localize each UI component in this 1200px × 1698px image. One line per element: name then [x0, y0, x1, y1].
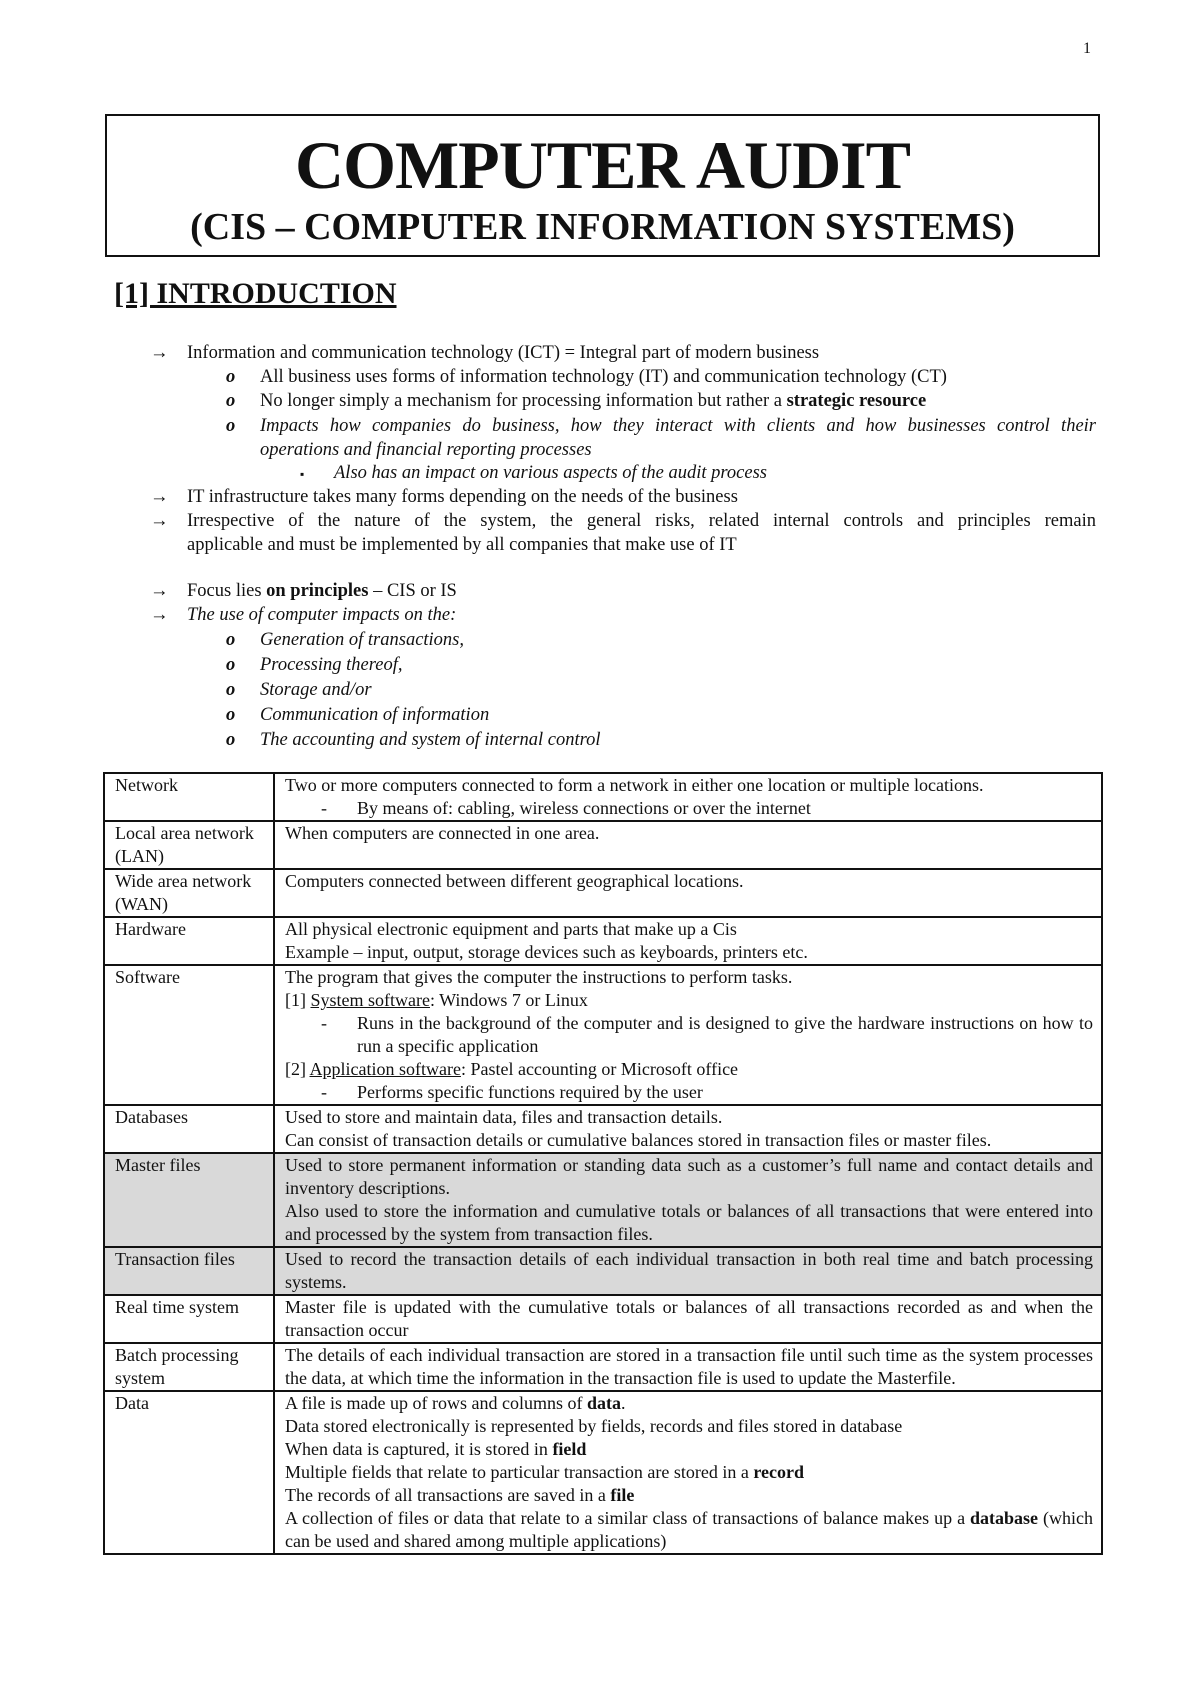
title-box [105, 114, 1100, 257]
term-cell: Network [104, 773, 274, 821]
intro-bullet-irrespective-line1: Irrespective of the nature of the system, the general risks, related internal controls and principles remain [187, 511, 1096, 531]
impact-item: The accounting and system of internal control [260, 730, 601, 750]
definition-line: A file is made up of rows and columns of data. [285, 1393, 626, 1413]
definition-cell [274, 869, 1102, 917]
table-row [104, 821, 1102, 869]
arrow-bullet-icon: → [150, 581, 169, 601]
circle-bullet-icon: o [226, 367, 236, 387]
definition-line: When data is captured, it is stored in field [285, 1439, 587, 1459]
intro-bullet-ict: Information and communication technology (ICT) = Integral part of modern business [187, 343, 820, 363]
intro-bullet-focus-principles: Focus lies on principles – CIS or IS [187, 581, 457, 601]
definition-sub-item: - Performs specific functions required by the user [321, 1082, 703, 1102]
term-cell: Software [104, 965, 274, 1105]
impact-item: Storage and/or [260, 680, 372, 700]
intro-sub-business-it: All business uses forms of information technology (IT) and communication technology (CT) [260, 367, 947, 387]
definition-line: [2] Application software: Pastel accounting or Microsoft office [285, 1059, 739, 1079]
intro-sub-impacts-line2: operations and financial reporting processes [260, 440, 592, 460]
table-row [104, 1391, 1102, 1554]
definition-line: Used to store and maintain data, files and transaction details. [285, 1107, 723, 1127]
definition-cell [274, 1153, 1102, 1247]
definition-line: Two or more computers connected to form a network in either one location or multiple locations. [285, 775, 984, 795]
table-row [104, 965, 1102, 1105]
term-cell: Wide area network (WAN) [104, 869, 274, 917]
definition-line: Multiple fields that relate to particular transaction are stored in a record [285, 1462, 804, 1482]
intro-sub-strategic-resource: No longer simply a mechanism for processing information but rather a strategic resource [260, 391, 927, 411]
arrow-bullet-icon: → [150, 487, 169, 507]
term-cell: Local area network (LAN) [104, 821, 274, 869]
intro-sub-impacts-line1: Impacts how companies do business, how they interact with clients and how businesses control their [260, 416, 1096, 436]
impact-item: Processing thereof, [260, 655, 403, 675]
circle-bullet-icon: o [226, 630, 236, 650]
arrow-bullet-icon: → [150, 343, 169, 363]
definition-cell [274, 1391, 1102, 1554]
definition-line: All physical electronic equipment and parts that make up a Cis [285, 919, 737, 939]
definition-cell [274, 965, 1102, 1105]
term-cell: Data [104, 1391, 274, 1554]
arrow-bullet-icon: → [150, 511, 169, 531]
circle-bullet-icon: o [226, 730, 236, 750]
table-row [104, 917, 1102, 965]
definition-cell [274, 773, 1102, 821]
definition-line: Computers connected between different geographical locations. [285, 871, 744, 891]
term-cell: Batch processing system [104, 1343, 274, 1391]
table-row [104, 869, 1102, 917]
definition-line: Used to record the transaction details of each individual transaction in both real time and batch processing systems. [285, 1249, 1093, 1292]
definition-line: The records of all transactions are saved in a file [285, 1485, 635, 1505]
definition-cell [274, 821, 1102, 869]
definition-cell [274, 1295, 1102, 1343]
dash-bullet-icon: - [321, 1082, 327, 1102]
impact-item: Generation of transactions, [260, 630, 465, 650]
section-heading-introduction: [1] INTRODUCTION [114, 277, 397, 310]
definition-line: Master file is updated with the cumulative totals or balances of all transactions recorded as and when the transaction occur [285, 1297, 1093, 1340]
table-row [104, 1247, 1102, 1295]
impact-item: Communication of information [260, 705, 490, 725]
table-row [104, 1105, 1102, 1153]
definition-line: The program that gives the computer the instructions to perform tasks. [285, 967, 793, 987]
definition-line: Example – input, output, storage devices such as keyboards, printers etc. [285, 942, 808, 962]
glossary-table [103, 772, 1103, 1555]
definition-cell [274, 1105, 1102, 1153]
definition-cell [274, 1343, 1102, 1391]
definition-sub-item: - By means of: cabling, wireless connections or over the internet [321, 798, 811, 818]
circle-bullet-icon: o [226, 655, 236, 675]
page-number: 1 [1083, 40, 1091, 57]
definition-cell [274, 917, 1102, 965]
arrow-bullet-icon: → [150, 605, 169, 625]
table-row [104, 773, 1102, 821]
intro-subsub-audit-process: Also has an impact on various aspects of the audit process [334, 463, 768, 483]
definition-sub-item: - Runs in the background of the computer and is designed to give the hardware instructions on how to run a specific application [321, 1013, 1093, 1056]
circle-bullet-icon: o [226, 705, 236, 725]
term-cell: Master files [104, 1153, 274, 1247]
intro-bullet-computer-impacts: The use of computer impacts on the: [187, 605, 457, 625]
term-cell: Hardware [104, 917, 274, 965]
definition-line: Can consist of transaction details or cumulative balances stored in transaction files or master files. [285, 1130, 992, 1150]
document-title: COMPUTER AUDIT [294, 127, 911, 203]
table-row [104, 1295, 1102, 1343]
square-bullet-icon: ▪ [300, 467, 305, 481]
dash-bullet-icon: - [321, 1013, 327, 1033]
term-cell: Transaction files [104, 1247, 274, 1295]
table-row [104, 1343, 1102, 1391]
definition-line: The details of each individual transaction are stored in a transaction file until such time as the system processes the data, at which time the information in the transaction file is used to update the Masterfile. [285, 1345, 1093, 1388]
circle-bullet-icon: o [226, 680, 236, 700]
table-row [104, 1153, 1102, 1247]
term-cell: Databases [104, 1105, 274, 1153]
term-cell: Real time system [104, 1295, 274, 1343]
definition-line: Also used to store the information and cumulative totals or balances of all transactions that were entered into and processed by the system from transaction files. [285, 1201, 1093, 1244]
definition-cell [274, 1247, 1102, 1295]
intro-bullet-it-infrastructure: IT infrastructure takes many forms depending on the needs of the business [187, 487, 738, 507]
circle-bullet-icon: o [226, 391, 236, 411]
circle-bullet-icon: o [226, 416, 236, 436]
definition-line: A collection of files or data that relate to a similar class of transactions of balance makes up a database (which can be used and shared among multiple applications) [285, 1508, 1093, 1551]
document-subtitle: (CIS – COMPUTER INFORMATION SYSTEMS) [190, 206, 1015, 248]
definition-line: When computers are connected in one area. [285, 823, 600, 843]
dash-bullet-icon: - [321, 798, 327, 818]
definition-line: [1] System software: Windows 7 or Linux [285, 990, 588, 1010]
intro-bullet-irrespective-line2: applicable and must be implemented by all companies that make use of IT [187, 535, 737, 555]
definition-line: Data stored electronically is represented by fields, records and files stored in database [285, 1416, 903, 1436]
definition-line: Used to store permanent information or standing data such as a customer’s full name and contact details and inventory descriptions. [285, 1155, 1093, 1198]
